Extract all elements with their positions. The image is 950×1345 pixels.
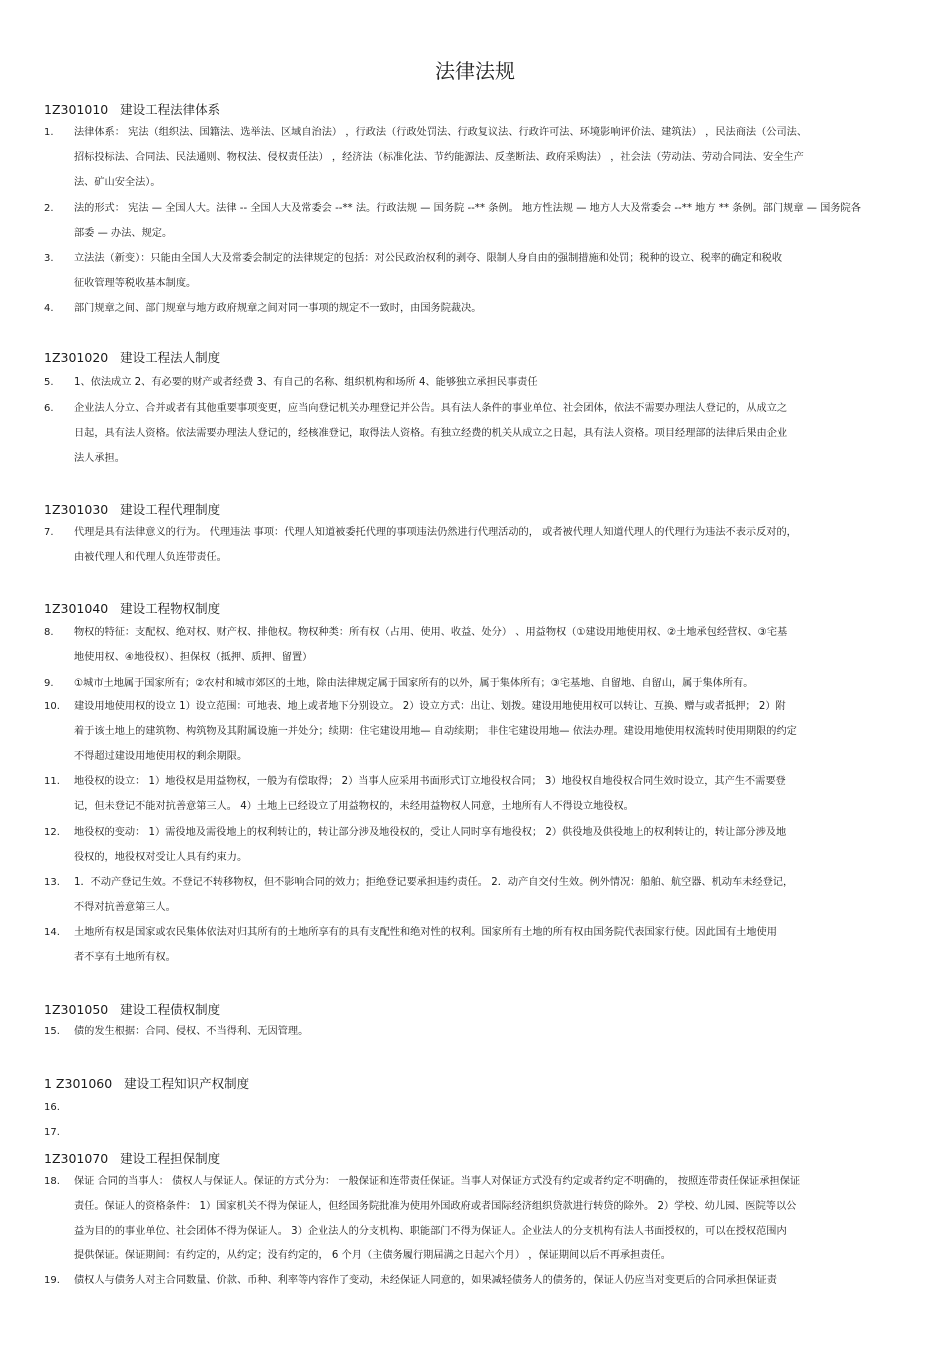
item-text-line: 地役权的设立： 1）地役权是用益物权，一般为有偿取得； 2）当事人应采用书面形式订立地役权合同； 3）地役权自地役权合同生效时设立，其产生不需要登 bbox=[74, 776, 786, 787]
item-number: 4. bbox=[44, 303, 54, 314]
item-text-line: 责任。保证人的资格条件： 1）国家机关不得为保证人，但经国务院批准为使用外国政府或者国际经济组织贷款进行转贷的除外。 2）学校、幼儿园、医院等以公 bbox=[74, 1200, 797, 1212]
item-text-line: 不得对抗善意第三人。 bbox=[74, 901, 176, 913]
item-text-line: 保证 合同的当事人： 债权人与保证人。保证的方式分为： 一般保证和连带责任保证。当事人对保证方式没有约定或者约定不明确的， 按照连带责任保证承担保证 bbox=[74, 1176, 801, 1187]
item-number: 5. bbox=[44, 377, 54, 388]
item-text-line: 法的形式： 宪法 — 全国人大。法律 -- 全国人大及常委会 --** 法。行政法规 — 国务院 --** 条例。 地方性法规 — 地方人大及常委会 --** 地方 ** 条例。部门规章 — 国务院各 bbox=[74, 203, 861, 214]
section-code: 1Z301040 bbox=[44, 601, 109, 616]
section-code: 1Z301030 bbox=[44, 502, 109, 517]
page-title: 法律法规 bbox=[435, 59, 515, 83]
section-heading bbox=[44, 350, 220, 366]
section-heading bbox=[44, 502, 220, 518]
section-code: 1 Z301060 bbox=[44, 1076, 113, 1091]
item-text-line: 土地所有权是国家或农民集体依法对归其所有的土地所享有的具有支配性和绝对性的权利。国家所有土地的所有权由国务院代表国家行使。因此国有土地使用 bbox=[74, 927, 777, 938]
item-text-line: 企业法人分立、合并或者有其他重要事项变更，应当向登记机关办理登记并公告。具有法人条件的事业单位、社会团体，依法不需要办理法人登记的，从成立之 bbox=[74, 403, 788, 414]
item-text-line: 法律体系： 宪法（组织法、国籍法、选举法、区域自治法） ，行政法（行政处罚法、行政复议法、行政许可法、环境影响评价法、建筑法） ，民法商法（公司法、 bbox=[74, 127, 808, 138]
item-text-line: 者不享有土地所有权。 bbox=[74, 951, 176, 963]
item-text-line: ①城市土地属于国家所有；②农村和城市郊区的土地，除由法律规定属于国家所有的以外，属于集体所有；③宅基地、自留地、自留山，属于集体所有。 bbox=[74, 678, 754, 689]
section-code: 1Z301050 bbox=[44, 1002, 109, 1017]
section-heading bbox=[44, 1002, 220, 1018]
item-text-line: 招标投标法、合同法、民法通则、物权法、侵权责任法） ，经济法（标准化法、节约能源法、反垄断法、政府采购法） ，社会法（劳动法、劳动合同法、安全生产 bbox=[74, 151, 804, 163]
item-number: 19. bbox=[44, 1275, 60, 1286]
item-text-line: 日起，具有法人资格。依法需要办理法人登记的，经核准登记，取得法人资格。有独立经费的机关从成立之日起，具有法人资格。项目经理部的法律后果由企业 bbox=[74, 427, 788, 439]
item-text-line: 立法法（新变）：只能由全国人大及常委会制定的法律规定的包括：对公民政治权利的剥夺、限制人身自由的强制措施和处罚；税种的设立、税率的确定和税收 bbox=[74, 253, 783, 264]
section-code: 1Z301070 bbox=[44, 1151, 109, 1166]
item-text-line: 部委 — 办法、规定。 bbox=[74, 227, 173, 239]
item-number: 2. bbox=[44, 203, 54, 214]
item-text-line: 债的发生根据：合同、侵权、不当得利、无因管理。 bbox=[74, 1026, 309, 1037]
item-text-line: 着于该土地上的建筑物、构筑物及其附属设施一并处分；续期：住宅建设用地— 自动续期； 非住宅建设用地— 依法办理。建设用地使用权流转时使用期限的约定 bbox=[74, 725, 797, 737]
item-text-line: 记，但未登记不能对抗善意第三人。 4）土地上已经设立了用益物权的，未经用益物权人同意，土地所有人不得设立地役权。 bbox=[74, 800, 634, 812]
item-number: 11. bbox=[44, 776, 60, 787]
item-number: 13. bbox=[44, 877, 60, 888]
item-text-line: 物权的特征：支配权、绝对权、财产权、排他权。物权种类：所有权（占用、使用、收益、处分） 、用益物权（①建设用地使用权、②土地承包经营权、③宅基 bbox=[74, 627, 788, 638]
item-number: 14. bbox=[44, 927, 60, 938]
item-number: 7. bbox=[44, 527, 54, 538]
item-text-line: 部门规章之间、部门规章与地方政府规章之间对同一事项的规定不一致时，由国务院裁决。 bbox=[74, 303, 482, 314]
item-text-line: 由被代理人和代理人负连带责任。 bbox=[74, 551, 227, 563]
section-name: 建设工程知识产权制度 bbox=[124, 1076, 250, 1091]
section-name: 建设工程物权制度 bbox=[120, 601, 221, 616]
section-heading bbox=[44, 1151, 220, 1167]
section-name: 建设工程代理制度 bbox=[120, 502, 221, 517]
section-heading bbox=[44, 102, 220, 118]
item-number: 8. bbox=[44, 627, 54, 638]
item-text-line: 益为目的的事业单位、社会团体不得为保证人。 3）企业法人的分支机构、职能部门不得为保证人。企业法人的分支机构有法人书面授权的，可以在授权范围内 bbox=[74, 1225, 787, 1237]
item-text-line: 地使用权、④地役权）、担保权（抵押、质押、留置） bbox=[74, 651, 313, 663]
item-number: 18. bbox=[44, 1176, 60, 1187]
item-text-line: 代理是具有法律意义的行为。 代理违法 事项：代理人知道被委托代理的事项违法仍然进行代理活动的， 或者被代理人知道代理人的代理行为违法不表示反对的， bbox=[74, 527, 797, 538]
section-name: 建设工程债权制度 bbox=[120, 1002, 221, 1017]
item-text-line: 建设用地使用权的设立 1）设立范围：可地表、地上或者地下分别设立。 2）设立方式：出让、划拨。建设用地使用权可以转让、互换、赠与或者抵押； 2）附 bbox=[74, 701, 786, 712]
item-number: 10. bbox=[44, 701, 60, 712]
item-number: 15. bbox=[44, 1026, 60, 1037]
item-text-line: 法、矿山安全法）。 bbox=[74, 176, 161, 188]
item-number: 6. bbox=[44, 403, 54, 414]
item-text-line: 征收管理等税收基本制度。 bbox=[74, 277, 197, 289]
section-name: 建设工程法人制度 bbox=[120, 350, 221, 365]
item-number: 17. bbox=[44, 1127, 60, 1138]
item-text-line: 提供保证。保证期间：有约定的，从约定；没有约定的， 6 个月（主债务履行期届满之日起六个月） ，保证期间以后不再承担责任。 bbox=[74, 1250, 671, 1262]
section-code: 1Z301020 bbox=[44, 350, 109, 365]
section-name: 建设工程法律体系 bbox=[120, 102, 221, 117]
item-number: 16. bbox=[44, 1102, 60, 1113]
item-number: 12. bbox=[44, 827, 60, 838]
item-text-line: 法人承担。 bbox=[74, 452, 125, 464]
section-code: 1Z301010 bbox=[44, 102, 109, 117]
section-heading bbox=[44, 1076, 249, 1092]
item-text-line: 1．不动产登记生效。不登记不转移物权，但不影响合同的效力；拒绝登记要承担违约责任。 2．动产自交付生效。例外情况：船舶、航空器、机动车未经登记， bbox=[74, 877, 794, 888]
item-number: 9. bbox=[44, 678, 54, 689]
item-number: 3. bbox=[44, 253, 54, 264]
item-text-line: 债权人与债务人对主合同数量、价款、币种、利率等内容作了变动，未经保证人同意的，如果减轻债务人的债务的，保证人仍应当对变更后的合同承担保证责 bbox=[74, 1275, 777, 1286]
item-text-line: 不得超过建设用地使用权的剩余期限。 bbox=[74, 750, 248, 762]
section-heading bbox=[44, 601, 220, 617]
item-text-line: 役权的，地役权对受让人具有约束力。 bbox=[74, 851, 248, 863]
item-text-line: 1、依法成立 2、有必要的财产或者经费 3、有自己的名称、组织机构和场所 4、能够独立承担民事责任 bbox=[74, 377, 538, 388]
item-number: 1. bbox=[44, 127, 54, 138]
section-name: 建设工程担保制度 bbox=[120, 1151, 221, 1166]
item-text-line: 地役权的变动： 1）需役地及需役地上的权利转让的，转让部分涉及地役权的，受让人同时享有地役权； 2）供役地及供役地上的权利转让的，转让部分涉及地 bbox=[74, 827, 787, 838]
